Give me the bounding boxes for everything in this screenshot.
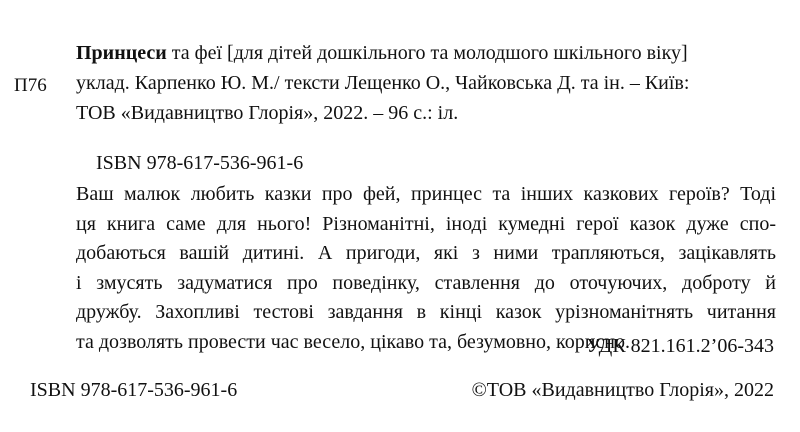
catalog-code: П76: [14, 75, 47, 96]
annotation-line: дружбу. Захопливі тестові завдання в кінці казок урізноманітнять читання: [76, 301, 776, 323]
annotation-line: і змусять задуматися про поведінку, ставлення до оточуючих, доброту й: [76, 271, 776, 294]
book-title: Принцеси: [76, 42, 167, 64]
annotation-line: та дозволять провести час весело, цікаво та, безумовно, корисно.: [76, 330, 630, 353]
annotation-line: Ваш малюк любить казки про фей, принцес та інших казкових героїв? Тоді: [76, 183, 776, 205]
isbn-bottom: ISBN 978-617-536-961-6: [30, 379, 238, 401]
catalog-line-3: ТОВ «Видавництво Глорія», 2022. – 96 с.: іл.: [76, 102, 459, 124]
annotation: [76, 180, 776, 357]
isbn-top: ISBN 978-617-536-961-6: [96, 152, 304, 174]
annotation-line: добаються вашій дитині. А пригоди, які з ними трапляються, зацікавлять: [76, 242, 776, 264]
title-rest: та феї [для дітей дошкільного та молодшого шкільного віку]: [166, 42, 688, 64]
annotation-line: ця книга саме для нього! Різноманітні, іноді кумедні герої казок дуже спо-: [76, 212, 776, 235]
catalog-line-1: [76, 38, 776, 68]
catalog-line-2: уклад. Карпенко Ю. М./ тексти Лещенко О., Чайковська Д. та ін. – Київ:: [76, 72, 690, 94]
catalog-entry: [76, 38, 776, 128]
udk-code: УДК 821.161.2’06-343: [586, 335, 774, 357]
copyright: ©ТОВ «Видавництво Глорія», 2022: [471, 379, 774, 401]
